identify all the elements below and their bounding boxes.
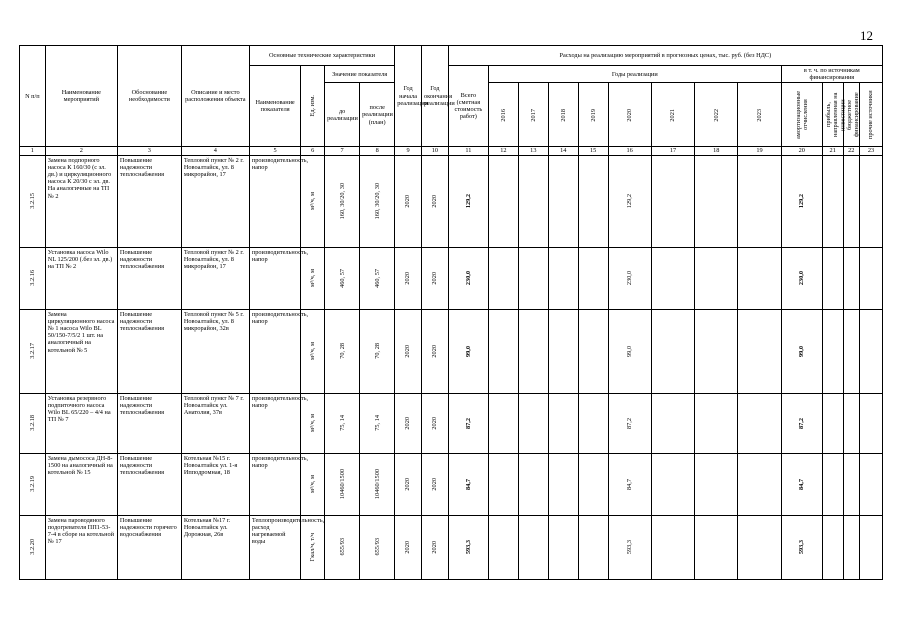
value-after: 10460/1500 xyxy=(373,469,381,500)
budget-cell xyxy=(843,155,859,247)
value-after: 75, 14 xyxy=(373,415,381,431)
hdr-n: N п/п xyxy=(20,46,46,147)
col-number: 14 xyxy=(548,147,578,155)
measure-name: Замена пароводяного подогревателя ПП1-53-7-4 в сборе на котельной № 17 xyxy=(47,516,115,546)
row-number: 3.2.19 xyxy=(28,476,36,492)
value-before: 10460/1500 xyxy=(338,469,346,500)
value-before: 655/93 xyxy=(338,538,346,556)
year-2020-cost: 593,3 xyxy=(626,540,634,555)
measure-basis: Повышение надежности теплоснабжения xyxy=(119,248,164,271)
year-2019-cell xyxy=(578,393,608,453)
row-number: 3.2.16 xyxy=(28,270,36,286)
year-2023-cell xyxy=(738,515,781,579)
other-cell xyxy=(859,247,882,309)
year-2016-cell xyxy=(488,453,518,515)
value-before: 460, 57 xyxy=(338,268,346,288)
total-cost: 129,2 xyxy=(464,194,472,209)
year-2016-cell xyxy=(488,309,518,393)
year-2019-cell xyxy=(578,247,608,309)
year-end: 2020 xyxy=(431,416,439,430)
value-before: 70, 28 xyxy=(338,343,346,359)
value-after: 460, 57 xyxy=(373,268,381,288)
other-cell xyxy=(859,309,882,393)
other-cell xyxy=(859,155,882,247)
hdr-value: Значение показателя xyxy=(325,66,395,83)
object-location: Котельная №17 г. Новоалтайск ул. Дорожная, 26в xyxy=(183,516,231,539)
parameter-name: производительность, напор xyxy=(251,248,309,263)
measure-basis: Повышение надежности теплоснабжения xyxy=(119,156,164,179)
unit: м³/ч, м xyxy=(309,269,317,288)
col-number: 9 xyxy=(395,147,422,155)
col-number: 19 xyxy=(738,147,781,155)
col-number: 8 xyxy=(360,147,395,155)
row-number: 3.2.17 xyxy=(28,343,36,359)
year-2018-cell xyxy=(548,393,578,453)
hdr-src-budget: бюджетное финансирование xyxy=(845,92,860,138)
col-number: 23 xyxy=(859,147,882,155)
measure-basis: Повышение надежности теплоснабжения xyxy=(119,394,164,417)
year-end: 2020 xyxy=(431,540,439,554)
year-2022-cell xyxy=(695,247,738,309)
year-2017-cell xyxy=(518,453,548,515)
total-cost: 593,3 xyxy=(464,540,472,555)
measure-name: Установка насоса Wilo NL 125/200 (.без эл. дв.) на ТП № 2 xyxy=(47,248,113,271)
measure-basis: Повышение надежности горячего водоснабжения xyxy=(119,516,177,539)
col-number: 21 xyxy=(822,147,843,155)
hdr-sources: в т. ч. по источникам финансирования xyxy=(781,66,882,83)
year-2018-cell xyxy=(548,155,578,247)
total-cost: 230,0 xyxy=(464,271,472,286)
measure-basis: Повышение надежности теплоснабжения xyxy=(119,454,164,477)
col-number: 16 xyxy=(608,147,651,155)
year-2022-cell xyxy=(695,515,738,579)
measure-name: Замена дымососа ДН-8-1500 на аналогичный на котельной № 15 xyxy=(47,454,113,477)
parameter-name: производительность, напор xyxy=(251,394,309,409)
year-2017-cell xyxy=(518,247,548,309)
col-number: 18 xyxy=(695,147,738,155)
profit-cell xyxy=(822,393,843,453)
year-2018-cell xyxy=(548,309,578,393)
col-number: 11 xyxy=(448,147,488,155)
total-cost: 84,7 xyxy=(464,478,472,490)
year-2021-cell xyxy=(651,515,694,579)
hdr-year-2021: 2021 xyxy=(669,108,677,122)
year-2017-cell xyxy=(518,309,548,393)
year-2020-cost: 87,2 xyxy=(626,417,634,429)
other-cell xyxy=(859,393,882,453)
parameter-name: производительность, напор xyxy=(251,310,309,325)
value-after: 70, 28 xyxy=(373,343,381,359)
other-cell xyxy=(859,515,882,579)
row-number: 3.2.15 xyxy=(28,193,36,209)
year-2019-cell xyxy=(578,515,608,579)
year-2020-cost: 99,0 xyxy=(626,345,634,357)
hdr-desc: Описание и место расположения объекта xyxy=(181,46,249,147)
year-2023-cell xyxy=(738,247,781,309)
table-row xyxy=(20,453,883,515)
col-number: 13 xyxy=(518,147,548,155)
hdr-year-2018: 2018 xyxy=(559,108,567,122)
unit: м³/ч, м xyxy=(309,192,317,211)
amortization-cost: 84,7 xyxy=(798,478,806,490)
col-number: 1 xyxy=(20,147,46,155)
year-start: 2020 xyxy=(404,344,412,358)
column-numbers-row xyxy=(20,147,883,155)
year-2018-cell xyxy=(548,515,578,579)
object-location: Тепловой пункт № 5 г. Новоалтайск, ул. 8 микрорайон, 32в xyxy=(183,310,244,333)
year-start: 2020 xyxy=(404,271,412,285)
year-2023-cell xyxy=(738,393,781,453)
measure-basis: Повышение надежности теплоснабжения xyxy=(119,310,164,333)
year-2016-cell xyxy=(488,515,518,579)
profit-cell xyxy=(822,309,843,393)
table-row xyxy=(20,155,883,247)
hdr-total: Всего (сметная стоимость работ) xyxy=(448,66,488,147)
col-number: 15 xyxy=(578,147,608,155)
year-2017-cell xyxy=(518,155,548,247)
col-number: 6 xyxy=(301,147,325,155)
amortization-cost: 99,0 xyxy=(798,345,806,357)
amortization-cost: 87,2 xyxy=(798,417,806,429)
row-number: 3.2.18 xyxy=(28,415,36,431)
col-number: 5 xyxy=(249,147,301,155)
parameter-name: производительность, напор xyxy=(251,156,309,171)
year-2021-cell xyxy=(651,309,694,393)
investment-table xyxy=(19,45,883,580)
object-location: Котельная №15 г. Новоалтайск ул. 1-я Ипподромная, 18 xyxy=(183,454,238,477)
year-2021-cell xyxy=(651,453,694,515)
profit-cell xyxy=(822,515,843,579)
year-2022-cell xyxy=(695,309,738,393)
col-number: 4 xyxy=(181,147,249,155)
hdr-year-2016: 2016 xyxy=(499,108,507,122)
col-number: 20 xyxy=(781,147,822,155)
table-row xyxy=(20,247,883,309)
year-end: 2020 xyxy=(431,344,439,358)
profit-cell xyxy=(822,247,843,309)
table-row xyxy=(20,393,883,453)
profit-cell xyxy=(822,155,843,247)
year-2018-cell xyxy=(548,247,578,309)
hdr-basis: Обоснование необходимости xyxy=(117,46,181,147)
year-start: 2020 xyxy=(404,540,412,554)
hdr-year-2020: 2020 xyxy=(626,108,634,122)
measure-name: Замена циркуляционного насоса № 1 насоса Wilo BL 50/150-7/5/2 1 шт. на аналогичный на котельной № 5 xyxy=(47,310,115,354)
table-row xyxy=(20,515,883,579)
hdr-tech: Основные технические характеристики xyxy=(249,46,394,66)
value-before: 160, 30/20, 30 xyxy=(338,182,346,220)
other-cell xyxy=(859,453,882,515)
col-number: 17 xyxy=(651,147,694,155)
year-start: 2020 xyxy=(404,194,412,208)
parameter-name: Теплопроизводительность, расход нагреваемой воды xyxy=(251,516,325,546)
hdr-year-2019: 2019 xyxy=(589,108,597,122)
year-2023-cell xyxy=(738,453,781,515)
year-2017-cell xyxy=(518,393,548,453)
table-body xyxy=(20,155,883,579)
year-2016-cell xyxy=(488,155,518,247)
year-2022-cell xyxy=(695,453,738,515)
year-2020-cost: 230,0 xyxy=(626,271,634,286)
year-2019-cell xyxy=(578,309,608,393)
year-2020-cost: 129,2 xyxy=(626,194,634,209)
row-number: 3.2.20 xyxy=(28,539,36,555)
year-end: 2020 xyxy=(431,194,439,208)
hdr-year-end: Год окончания реализации xyxy=(421,46,448,147)
hdr-param-name: Наименование показателя xyxy=(249,66,301,147)
hdr-src-profit: прибыль, направленная на инвестиции xyxy=(824,92,847,138)
unit: м³/ч, м xyxy=(309,475,317,494)
amortization-cost: 230,0 xyxy=(798,271,806,286)
hdr-src-amort: амортизационные отчисления xyxy=(794,90,809,139)
budget-cell xyxy=(843,515,859,579)
year-2017-cell xyxy=(518,515,548,579)
value-after: 655/93 xyxy=(373,538,381,556)
hdr-before: до реализации xyxy=(325,83,360,147)
year-start: 2020 xyxy=(404,477,412,491)
col-number: 2 xyxy=(45,147,117,155)
year-2022-cell xyxy=(695,393,738,453)
unit: м³/ч, м xyxy=(309,342,317,361)
budget-cell xyxy=(843,453,859,515)
object-location: Тепловой пункт № 2 г. Новоалтайск, ул. 8 микрорайон, 17 xyxy=(183,248,244,271)
budget-cell xyxy=(843,309,859,393)
unit: Гкал/ч, т/ч xyxy=(309,532,317,562)
year-2019-cell xyxy=(578,155,608,247)
amortization-cost: 129,2 xyxy=(798,194,806,209)
col-number: 7 xyxy=(325,147,360,155)
budget-cell xyxy=(843,247,859,309)
year-2021-cell xyxy=(651,393,694,453)
hdr-year-2017: 2017 xyxy=(529,108,537,122)
year-2016-cell xyxy=(488,247,518,309)
hdr-name: Наименование мероприятий xyxy=(45,46,117,147)
hdr-year-2022: 2022 xyxy=(712,108,720,122)
hdr-year-start: Год начала реализации xyxy=(395,46,422,147)
total-cost: 99,0 xyxy=(464,345,472,357)
year-2020-cost: 84,7 xyxy=(626,478,634,490)
year-end: 2020 xyxy=(431,271,439,285)
col-number: 3 xyxy=(117,147,181,155)
value-after: 160, 30/20, 30 xyxy=(373,182,381,220)
hdr-years-label: Годы реализации xyxy=(488,66,781,83)
object-location: Тепловой пункт № 7 г. Новоалтайск ул. Анатолия, 37в xyxy=(183,394,244,417)
page-number: 12 xyxy=(860,28,873,43)
year-end: 2020 xyxy=(431,477,439,491)
year-2018-cell xyxy=(548,453,578,515)
measure-name: Установка резервного подпиточного насоса Wilo BL 65/220 – 4/4 на ТП № 7 xyxy=(47,394,111,424)
hdr-after: после реализации (план) xyxy=(360,83,395,147)
hdr-src-other: прочие источники xyxy=(867,90,875,140)
hdr-expenses: Расходы на реализацию мероприятий в прогнозных ценах, тыс. руб. (без НДС) xyxy=(448,46,882,66)
year-start: 2020 xyxy=(404,416,412,430)
hdr-year-2023: 2023 xyxy=(755,108,763,122)
table-row xyxy=(20,309,883,393)
budget-cell xyxy=(843,393,859,453)
parameter-name: производительность, напор xyxy=(251,454,309,469)
year-2019-cell xyxy=(578,453,608,515)
total-cost: 87,2 xyxy=(464,417,472,429)
col-number: 12 xyxy=(488,147,518,155)
value-before: 75, 14 xyxy=(338,415,346,431)
profit-cell xyxy=(822,453,843,515)
object-location: Тепловой пункт № 2 г. Новоалтайск, ул. 8 микрорайон, 17 xyxy=(183,156,244,179)
unit: м³/ч, м xyxy=(309,414,317,433)
col-number: 10 xyxy=(421,147,448,155)
year-2021-cell xyxy=(651,155,694,247)
amortization-cost: 593,3 xyxy=(798,540,806,555)
year-2022-cell xyxy=(695,155,738,247)
year-2023-cell xyxy=(738,309,781,393)
year-2021-cell xyxy=(651,247,694,309)
col-number: 22 xyxy=(843,147,859,155)
year-2016-cell xyxy=(488,393,518,453)
year-2023-cell xyxy=(738,155,781,247)
hdr-unit: Ед. изм. xyxy=(309,95,317,117)
table-header xyxy=(20,46,883,156)
measure-name: Замена подпорного насоса К 160/30 (с эл. дв.) и циркуляционного насоса К 20/30 с эл. дв. На аналогичные на ТП № 2 xyxy=(47,156,112,200)
